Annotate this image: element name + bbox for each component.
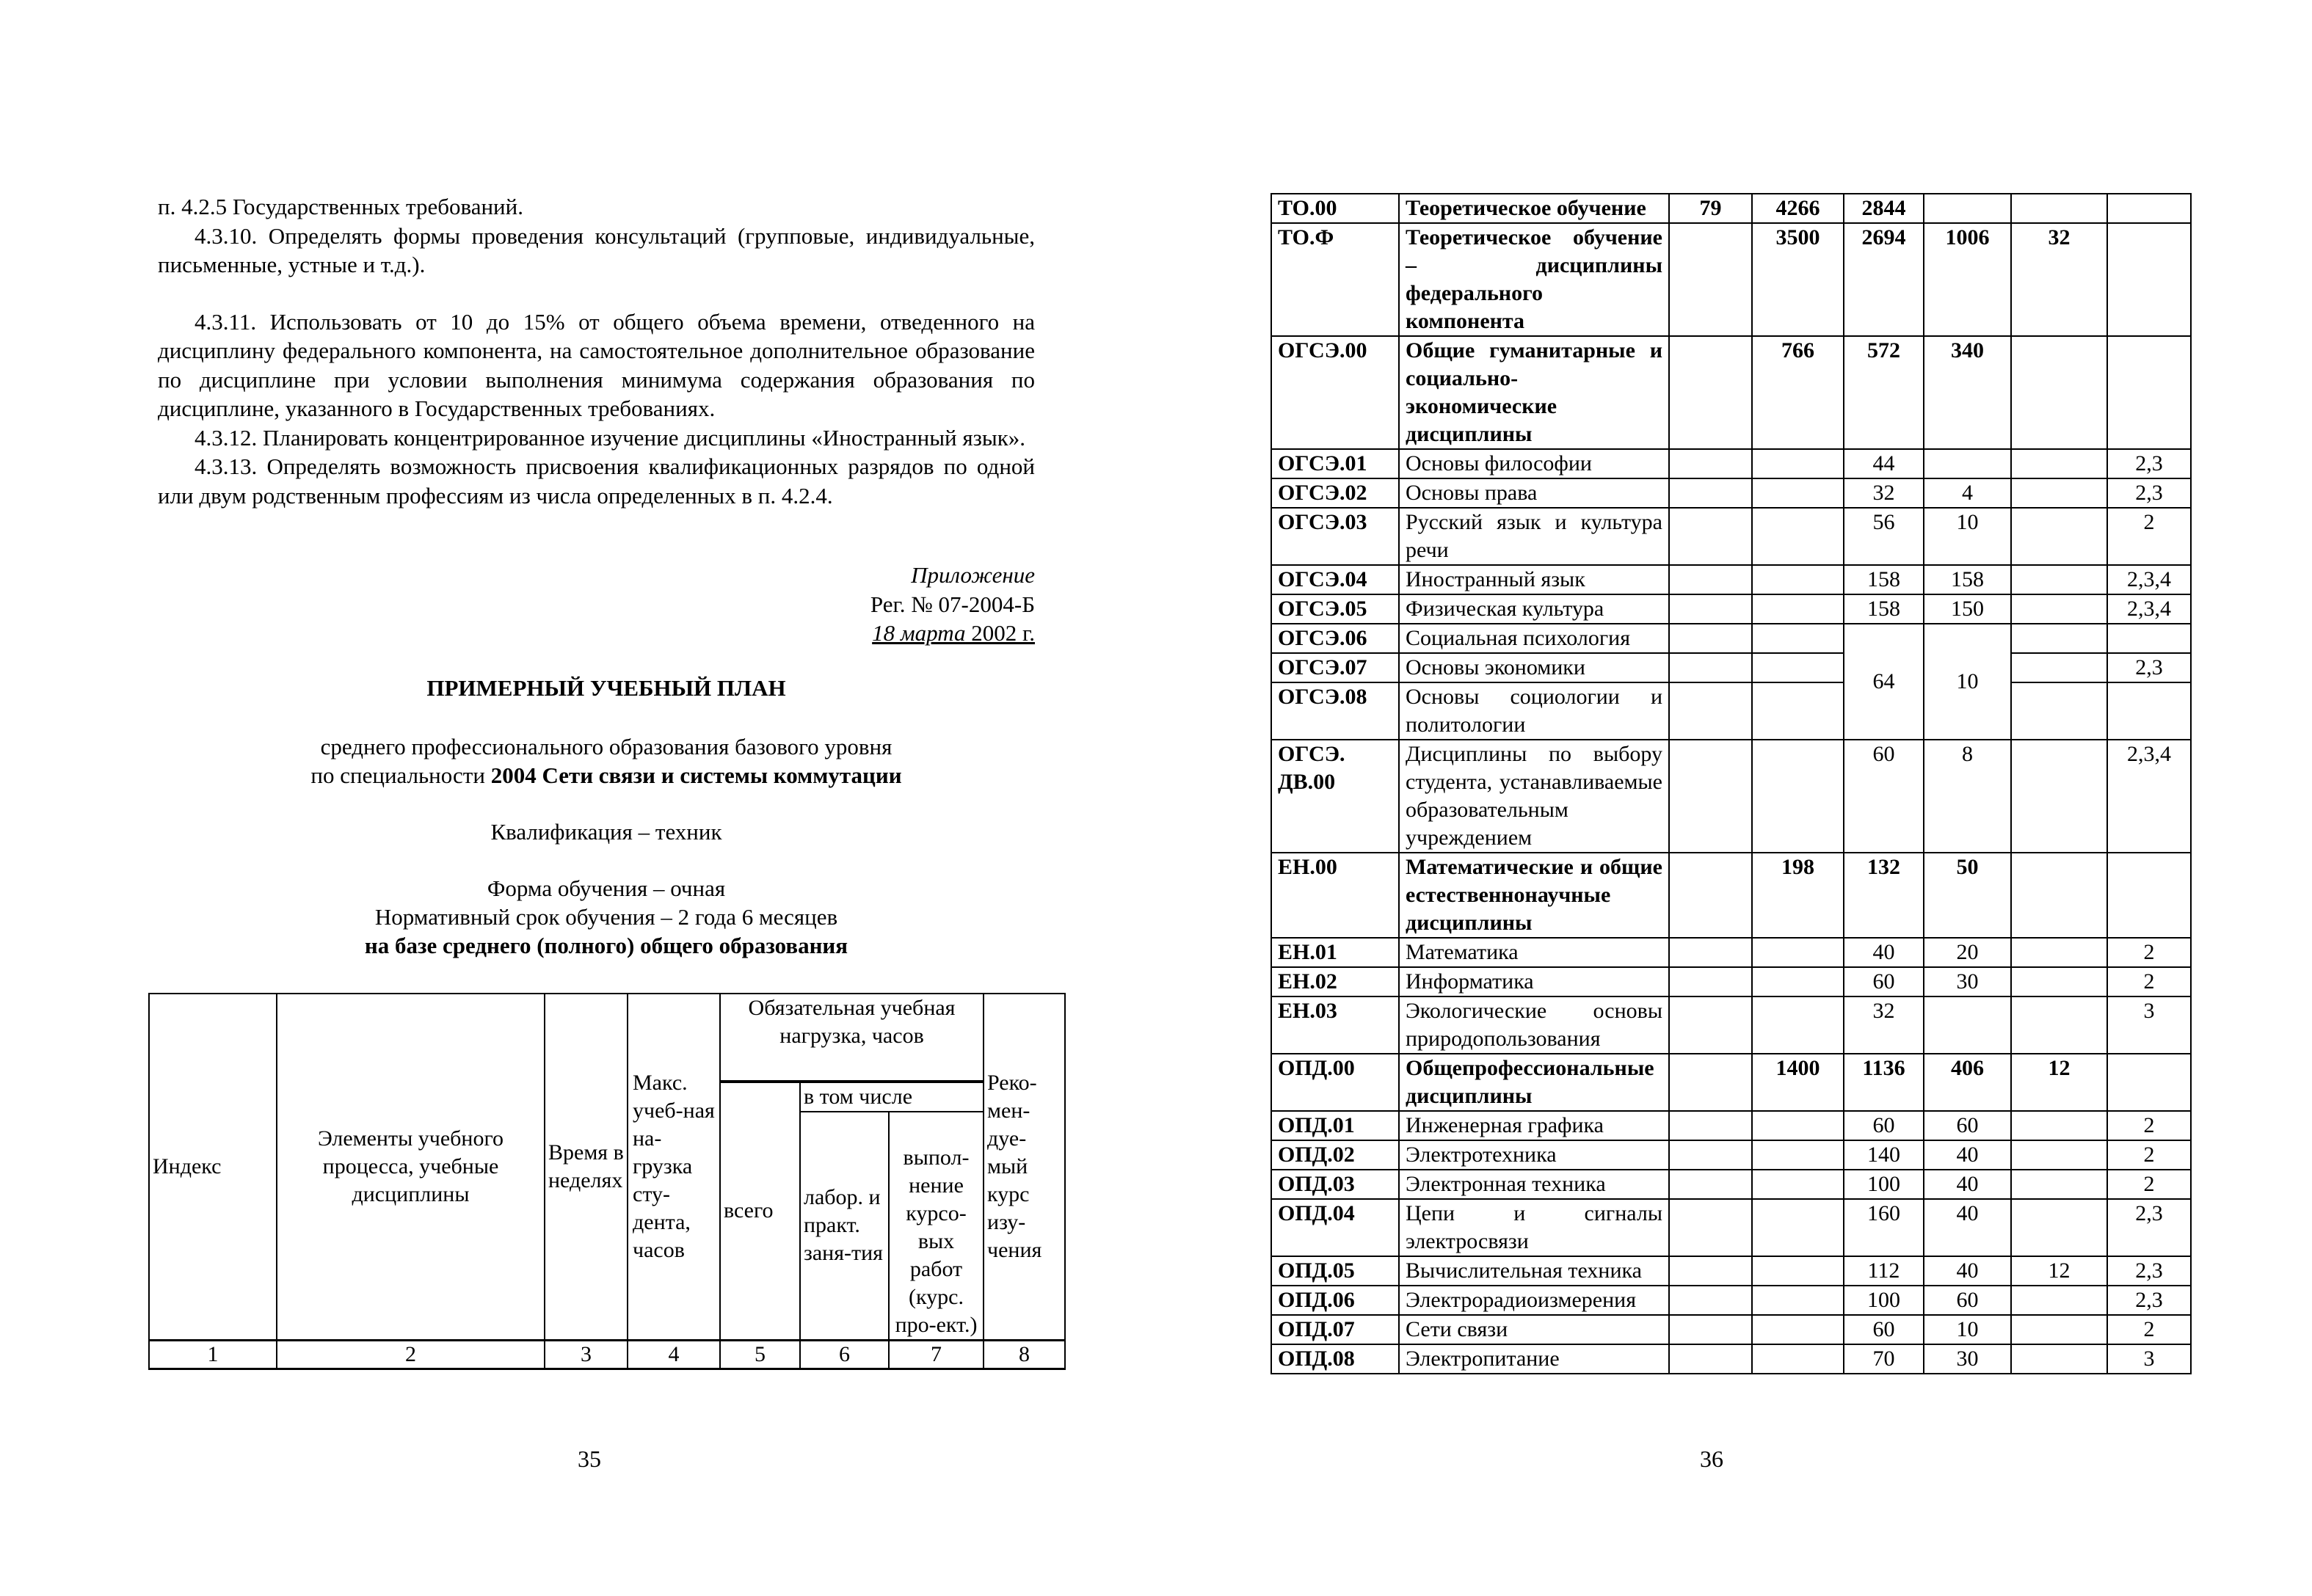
coursework-cell (2011, 1140, 2107, 1170)
lab-hours-cell: 406 (1924, 1054, 2011, 1111)
row-index: ОПД.00 (1271, 1054, 1399, 1111)
row-index: ОПД.08 (1271, 1344, 1399, 1374)
table-row (1271, 565, 2191, 594)
weeks-cell (1669, 508, 1752, 565)
header-including: в том числе (800, 1082, 984, 1112)
discipline-name: Общие гуманитарные и социально-экономические дисциплины (1399, 336, 1669, 449)
total-hours-cell: 32 (1844, 478, 1924, 508)
row-index: ТО.00 (1271, 194, 1399, 223)
registration-number: Рег. № 07-2004-Б (870, 591, 1035, 617)
table-row (1271, 1170, 2191, 1199)
weeks-cell (1669, 1111, 1752, 1140)
weeks-cell (1669, 1140, 1752, 1170)
table-row (1271, 1111, 2191, 1140)
recommended-course-cell: 2,3 (2107, 449, 2191, 478)
table-row (1271, 938, 2191, 967)
row-index: ОПД.02 (1271, 1140, 1399, 1170)
total-hours-cell: 100 (1844, 1170, 1924, 1199)
weeks-cell (1669, 223, 1752, 336)
recommended-course-cell: 2,3 (2107, 653, 2191, 682)
specialty-name: 2004 Сети связи и системы коммутации (490, 762, 902, 788)
discipline-name: Математика (1399, 938, 1669, 967)
row-index: ОГСЭ.00 (1271, 336, 1399, 449)
total-hours-cell: 2694 (1844, 223, 1924, 336)
lab-hours-cell: 158 (1924, 565, 2011, 594)
table-row (1271, 223, 2191, 336)
row-index: ОГСЭ.05 (1271, 594, 1399, 624)
max-load-cell (1752, 1315, 1844, 1344)
max-load-cell (1752, 682, 1844, 740)
row-index: ОПД.07 (1271, 1315, 1399, 1344)
max-load-cell: 198 (1752, 853, 1844, 938)
lab-hours-cell: 340 (1924, 336, 2011, 449)
max-load-cell (1752, 996, 1844, 1054)
weeks-cell (1669, 853, 1752, 938)
max-load-cell: 3500 (1752, 223, 1844, 336)
recommended-course-cell (2107, 682, 2191, 740)
weeks-cell (1669, 336, 1752, 449)
max-load-cell (1752, 594, 1844, 624)
header-coursework: выпол-нение курсо-вых работ (курс. про-ект.) (889, 1112, 984, 1340)
row-index: ТО.Ф (1271, 223, 1399, 336)
discipline-name: Сети связи (1399, 1315, 1669, 1344)
coursework-cell (2011, 1286, 2107, 1315)
recommended-course-cell: 2,3 (2107, 1286, 2191, 1315)
column-number: 1 (149, 1340, 277, 1369)
max-load-cell (1752, 1344, 1844, 1374)
max-load-cell (1752, 967, 1844, 996)
coursework-cell (2011, 449, 2107, 478)
weeks-cell (1669, 478, 1752, 508)
weeks-cell (1669, 1286, 1752, 1315)
discipline-name: Вычислительная техника (1399, 1256, 1669, 1286)
max-load-cell: 766 (1752, 336, 1844, 449)
max-load-cell (1752, 449, 1844, 478)
recommended-course-cell: 2,3,4 (2107, 565, 2191, 594)
recommended-course-cell: 3 (2107, 996, 2191, 1054)
recommended-course-cell: 2 (2107, 1315, 2191, 1344)
row-index: ОПД.05 (1271, 1256, 1399, 1286)
table-row (1271, 478, 2191, 508)
lab-hours-cell: 8 (1924, 740, 2011, 853)
coursework-cell (2011, 1111, 2107, 1140)
table-row (1271, 1344, 2191, 1374)
table-row (1271, 624, 2191, 653)
recommended-course-cell: 2,3,4 (2107, 740, 2191, 853)
weeks-cell (1669, 1054, 1752, 1111)
discipline-name: Иностранный язык (1399, 565, 1669, 594)
row-index: ОГСЭ.04 (1271, 565, 1399, 594)
header-max-load: Макс. учеб-ная на-грузка сту-дента, часов (628, 994, 720, 1340)
total-hours-cell: 140 (1844, 1140, 1924, 1170)
coursework-cell (2011, 938, 2107, 967)
weeks-cell (1669, 1170, 1752, 1199)
coursework-cell (2011, 853, 2107, 938)
recommended-course-cell: 2 (2107, 938, 2191, 967)
total-hours-cell: 60 (1844, 1315, 1924, 1344)
recommended-course-cell: 2 (2107, 1170, 2191, 1199)
lab-hours-cell: 30 (1924, 1344, 2011, 1374)
coursework-cell (2011, 565, 2107, 594)
total-hours-cell: 60 (1844, 1111, 1924, 1140)
lab-hours-cell (1924, 996, 2011, 1054)
date-year: 2002 г. (965, 620, 1035, 646)
column-number: 4 (628, 1340, 720, 1369)
discipline-name: Дисциплины по выбору студента, устанавливаемые образовательным учреждением (1399, 740, 1669, 853)
max-load-cell: 1400 (1752, 1054, 1844, 1111)
table-row (1271, 336, 2191, 449)
coursework-cell (2011, 508, 2107, 565)
weeks-cell (1669, 594, 1752, 624)
curriculum-table (1270, 193, 2192, 1374)
total-hours-cell: 158 (1844, 565, 1924, 594)
lab-hours-cell: 20 (1924, 938, 2011, 967)
table-row (1271, 194, 2191, 223)
max-load-cell (1752, 938, 1844, 967)
lab-hours-cell: 30 (1924, 967, 2011, 996)
recommended-course-cell: 2 (2107, 1111, 2191, 1140)
discipline-name: Инженерная графика (1399, 1111, 1669, 1140)
discipline-name: Электротехника (1399, 1140, 1669, 1170)
lab-hours-cell: 60 (1924, 1111, 2011, 1140)
lab-hours-cell: 40 (1924, 1199, 2011, 1256)
recommended-course-cell (2107, 853, 2191, 938)
lab-hours-cell: 40 (1924, 1140, 2011, 1170)
table-row (1271, 967, 2191, 996)
total-hours-cell: 112 (1844, 1256, 1924, 1286)
weeks-cell (1669, 682, 1752, 740)
max-load-cell (1752, 508, 1844, 565)
recommended-course-cell: 2,3,4 (2107, 594, 2191, 624)
weeks-cell (1669, 565, 1752, 594)
row-index: ОПД.06 (1271, 1286, 1399, 1315)
row-index: ОГСЭ.03 (1271, 508, 1399, 565)
max-load-cell (1752, 1199, 1844, 1256)
weeks-cell (1669, 624, 1752, 653)
coursework-cell (2011, 478, 2107, 508)
discipline-name: Цепи и сигналы электросвязи (1399, 1199, 1669, 1256)
total-hours-cell: 160 (1844, 1199, 1924, 1256)
discipline-name: Теоретическое обучение – дисциплины федерального компонента (1399, 223, 1669, 336)
max-load-cell (1752, 1286, 1844, 1315)
paragraph: 4.3.11. Использовать от 10 до 15% от общего объема времени, отведенного на дисциплину федерального компонента, на самостоятельное дополнительное образование по дисциплине при условии выполнения минимума содержания образования по дисциплине, указанного в Государственных требованиях. (158, 308, 1035, 421)
specialty-prefix: по специальности (310, 762, 491, 788)
max-load-cell (1752, 478, 1844, 508)
paragraph: 4.3.10. Определять формы проведения консультаций (групповые, индивидуальные, письменные, устные и т.д.). (158, 222, 1035, 277)
study-basis: на базе среднего (полного) общего образования (364, 933, 848, 958)
weeks-cell (1669, 996, 1752, 1054)
body-text (158, 192, 1035, 510)
page-number-left: 35 (578, 1446, 601, 1472)
study-duration: Нормативный срок обучения – 2 года 6 месяцев (374, 904, 838, 930)
column-number: 3 (545, 1340, 628, 1369)
row-index: ОГСЭ.01 (1271, 449, 1399, 478)
row-index: ОГСЭ.08 (1271, 682, 1399, 740)
lab-hours-cell: 50 (1924, 853, 2011, 938)
table-row (1271, 594, 2191, 624)
header-weeks: Время в неделях (545, 994, 628, 1340)
discipline-name: Физическая культура (1399, 594, 1669, 624)
appendix-block (661, 561, 1035, 648)
table-row (1271, 853, 2191, 938)
total-hours-cell: 2844 (1844, 194, 1924, 223)
coursework-cell: 32 (2011, 223, 2107, 336)
coursework-cell (2011, 194, 2107, 223)
total-hours-cell: 60 (1844, 967, 1924, 996)
table-row (1271, 1315, 2191, 1344)
row-index: ОПД.03 (1271, 1170, 1399, 1199)
discipline-name: Основы социологии и политологии (1399, 682, 1669, 740)
weeks-cell (1669, 740, 1752, 853)
table-row (1271, 449, 2191, 478)
paragraph: 4.3.12. Планировать концентрированное изучение дисциплины «Иностранный язык». (195, 424, 1026, 451)
weeks-cell (1669, 653, 1752, 682)
study-form: Форма обучения – очная (487, 875, 726, 901)
discipline-name: Информатика (1399, 967, 1669, 996)
lab-hours-cell: 150 (1924, 594, 2011, 624)
lab-hours-cell: 10 (1924, 624, 2011, 740)
column-number: 2 (277, 1340, 545, 1369)
discipline-name: Русский язык и культура речи (1399, 508, 1669, 565)
discipline-name: Электрорадиоизмерения (1399, 1286, 1669, 1315)
recommended-course-cell: 2,3 (2107, 478, 2191, 508)
header-elements: Элементы учебного процесса, учебные дисциплины (277, 994, 545, 1340)
header-mandatory: Обязательная учебная нагрузка, часов (720, 994, 984, 1082)
coursework-cell (2011, 653, 2107, 682)
discipline-name: Экологические основы природопользования (1399, 996, 1669, 1054)
header-lab: лабор. и практ. заня-тия (800, 1112, 889, 1340)
table-row (1271, 1256, 2191, 1286)
max-load-cell (1752, 624, 1844, 653)
coursework-cell (2011, 996, 2107, 1054)
recommended-course-cell: 2 (2107, 1140, 2191, 1170)
row-index: ОГСЭ.06 (1271, 624, 1399, 653)
row-index: ЕН.01 (1271, 938, 1399, 967)
total-hours-cell: 40 (1844, 938, 1924, 967)
weeks-cell: 79 (1669, 194, 1752, 223)
plan-title: ПРИМЕРНЫЙ УЧЕБНЫЙ ПЛАН (426, 675, 786, 701)
recommended-course-cell (2107, 1054, 2191, 1111)
discipline-name: Общепрофессиональные дисциплины (1399, 1054, 1669, 1111)
recommended-course-cell (2107, 223, 2191, 336)
coursework-cell (2011, 1315, 2107, 1344)
discipline-name: Теоретическое обучение (1399, 194, 1669, 223)
column-number: 6 (800, 1340, 889, 1369)
lab-hours-cell: 10 (1924, 1315, 2011, 1344)
max-load-cell (1752, 1111, 1844, 1140)
max-load-cell (1752, 565, 1844, 594)
row-index: ЕН.02 (1271, 967, 1399, 996)
lab-hours-cell: 60 (1924, 1286, 2011, 1315)
recommended-course-cell (2107, 624, 2191, 653)
table-row (1271, 1140, 2191, 1170)
total-hours-cell: 64 (1844, 624, 1924, 740)
discipline-name: Социальная психология (1399, 624, 1669, 653)
coursework-cell (2011, 1170, 2107, 1199)
qualification: Квалификация – техник (490, 819, 722, 845)
discipline-name: Основы философии (1399, 449, 1669, 478)
coursework-cell: 12 (2011, 1054, 2107, 1111)
appendix-label: Приложение (911, 562, 1035, 588)
table-row (1271, 653, 2191, 682)
lab-hours-cell: 1006 (1924, 223, 2011, 336)
total-hours-cell: 572 (1844, 336, 1924, 449)
coursework-cell (2011, 1344, 2107, 1374)
weeks-cell (1669, 1315, 1752, 1344)
coursework-cell (2011, 967, 2107, 996)
recommended-course-cell: 2,3 (2107, 1256, 2191, 1286)
column-number: 5 (720, 1340, 800, 1369)
recommended-course-cell: 2 (2107, 508, 2191, 565)
coursework-cell (2011, 1199, 2107, 1256)
lab-hours-cell: 4 (1924, 478, 2011, 508)
max-load-cell (1752, 1256, 1844, 1286)
total-hours-cell: 158 (1844, 594, 1924, 624)
header-total: всего (720, 1082, 800, 1340)
discipline-name: Основы права (1399, 478, 1669, 508)
weeks-cell (1669, 1256, 1752, 1286)
recommended-course-cell (2107, 194, 2191, 223)
row-index: ОПД.01 (1271, 1111, 1399, 1140)
coursework-cell (2011, 624, 2107, 653)
discipline-name: Электронная техника (1399, 1170, 1669, 1199)
table-row (1271, 740, 2191, 853)
specialty-line (148, 761, 1064, 790)
recommended-course-cell: 2 (2107, 967, 2191, 996)
weeks-cell (1669, 1344, 1752, 1374)
appendix-date (661, 619, 1035, 648)
total-hours-cell: 32 (1844, 996, 1924, 1054)
lab-hours-cell (1924, 449, 2011, 478)
row-index: ЕН.03 (1271, 996, 1399, 1054)
column-number: 7 (889, 1340, 984, 1369)
date-day-month: 18 марта (872, 620, 966, 646)
total-hours-cell: 70 (1844, 1344, 1924, 1374)
coursework-cell (2011, 336, 2107, 449)
total-hours-cell: 100 (1844, 1286, 1924, 1315)
lab-hours-cell (1924, 194, 2011, 223)
max-load-cell: 4266 (1752, 194, 1844, 223)
weeks-cell (1669, 449, 1752, 478)
page-number-right: 36 (1700, 1446, 1723, 1472)
max-load-cell (1752, 1170, 1844, 1199)
recommended-course-cell: 2,3 (2107, 1199, 2191, 1256)
recommended-course-cell: 3 (2107, 1344, 2191, 1374)
lab-hours-cell: 40 (1924, 1256, 2011, 1286)
max-load-cell (1752, 1140, 1844, 1170)
row-index: ОГСЭ.02 (1271, 478, 1399, 508)
max-load-cell (1752, 740, 1844, 853)
table-row (1271, 1199, 2191, 1256)
row-index: ОГСЭ. ДВ.00 (1271, 740, 1399, 853)
table-row (1271, 996, 2191, 1054)
discipline-name: Основы экономики (1399, 653, 1669, 682)
lab-hours-cell: 10 (1924, 508, 2011, 565)
recommended-course-cell (2107, 336, 2191, 449)
coursework-cell: 12 (2011, 1256, 2107, 1286)
table-row (1271, 508, 2191, 565)
row-index: ЕН.00 (1271, 853, 1399, 938)
discipline-name: Математические и общие естественнонаучные дисциплины (1399, 853, 1669, 938)
curriculum-header-table (148, 993, 1066, 1370)
weeks-cell (1669, 967, 1752, 996)
table-row (1271, 682, 2191, 740)
row-index: ОПД.04 (1271, 1199, 1399, 1256)
weeks-cell (1669, 938, 1752, 967)
max-load-cell (1752, 653, 1844, 682)
discipline-name: Электропитание (1399, 1344, 1669, 1374)
header-index: Индекс (149, 994, 277, 1340)
total-hours-cell: 56 (1844, 508, 1924, 565)
table-row (1271, 1286, 2191, 1315)
paragraph: 4.3.13. Определять возможность присвоения квалификационных разрядов по одной или двум родственным профессиям из числа определенных в п. 4.2.4. (158, 453, 1035, 509)
table-row (1271, 1054, 2191, 1111)
total-hours-cell: 1136 (1844, 1054, 1924, 1111)
plan-subtitle: среднего профессионального образования базового уровня (320, 734, 893, 759)
weeks-cell (1669, 1199, 1752, 1256)
coursework-cell (2011, 682, 2107, 740)
total-hours-cell: 60 (1844, 740, 1924, 853)
coursework-cell (2011, 594, 2107, 624)
total-hours-cell: 44 (1844, 449, 1924, 478)
row-index: ОГСЭ.07 (1271, 653, 1399, 682)
header-recommended: Реко-мен-дуе-мый курс изу-чения (984, 994, 1065, 1340)
paragraph: п. 4.2.5 Государственных требований. (158, 194, 523, 219)
lab-hours-cell: 40 (1924, 1170, 2011, 1199)
coursework-cell (2011, 740, 2107, 853)
total-hours-cell: 132 (1844, 853, 1924, 938)
column-number: 8 (984, 1340, 1065, 1369)
